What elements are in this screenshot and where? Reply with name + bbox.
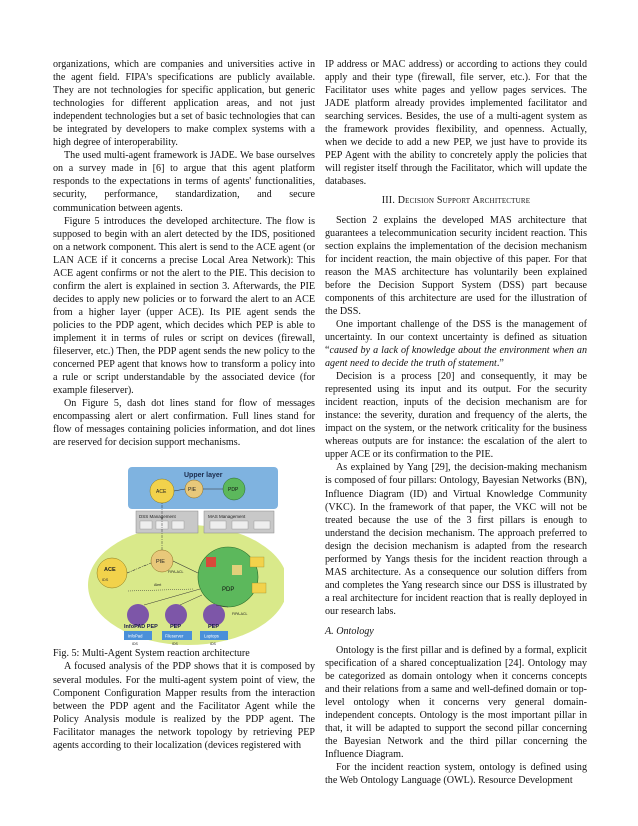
right-paragraph-1: IP address or MAC address) or according to actions they could apply and their type (firewall, file server, etc.). For that the Facilitator uses white pages and yellow pages services. The JADE platform already provides implemented facilitator and searching services. Besides, the use of a multi-agent system as the framework provides flexibility, and openness. Actually, when we decide to add a new PEP, we just have to provide its PEP Agent with the ability to concretely apply the policies that will register itself through the Facilitator, which will update the databases. [325, 59, 587, 188]
alert-label: Alert [154, 583, 162, 588]
left-paragraph-2: The used multi-agent framework is JADE. We base ourselves on a survey made in [6] to argue that this agent platform responds to the expectations in terms of agents' functionalities, security, performance, standardization, and secure communication between agents. [53, 150, 315, 214]
right-paragraph-5: As explained by Yang [29], the decision-making mechanism is composed of four pillars: Ontology, Bayesian Networks (BN), Influence Diagram (ID) and Virtual Knowledge Community (VKC). In the framework of that paper, the VKC will not be treated because the use of the 3 first pillars is enough to understand the decision mechanism. The approach preferred to design the decision mechanism is adapted from the research performed by Yangs thesis for the incident reaction through a MAS architecture. As a consequence our solution differs from and completes the Yang research since our DSS is illustrated by a real architecture for incident reaction that is really deployed in our research labs. [325, 462, 587, 617]
pdp-module-2 [232, 565, 242, 575]
upper-layer-label: Upper layer [184, 472, 223, 480]
right-column [325, 58, 587, 788]
left-paragraph-1: organizations, which are companies and universities active in the agent field. FIPA's specifications are publicly available. They are not technologies for specific application, but generic technologies for different application areas, and not just independent technologies but a set of basic technologies that can be integrated by developers to make complex systems with a high degree of interoperability. [53, 59, 315, 149]
upper-pdp-label: PDP [228, 487, 239, 494]
pep-node-3 [203, 604, 225, 626]
right-paragraph-2: Section 2 explains the developed MAS architecture that guarantees a telecommunication security incident reaction. This section explains the implementation of the decision mechanism for incident reaction, the main objective of this paper. For that reason the MAS architecture has voluntarily been explained before the Decision Support System (DSS) part because components of this architecture are used for the illustration of the DSS. [325, 214, 587, 317]
fipa-acl-label-2: FIPA-ACL [232, 612, 248, 617]
lan-pdp-node [198, 547, 258, 607]
subsection-heading: A. Ontology [325, 625, 374, 637]
pep-node-1 [127, 604, 149, 626]
infopad-pep-label: InfoPAD PEP [124, 624, 158, 631]
dss-module-3 [172, 521, 184, 529]
left-column [53, 58, 315, 752]
left-paragraph-4: On Figure 5, dash dot lines stand for flow of messages encompassing alert or alert confirmation. Full lines stand for flow of messages containing policies information, and dot lines are reserved for decision support mechanisms. [53, 398, 315, 449]
mas-module-1 [210, 521, 226, 529]
pdp-module-4 [250, 557, 264, 567]
ids-label-3: IDS [210, 642, 216, 647]
section-heading: III. Decision Support Architecture [381, 195, 531, 207]
fileserver-device-label: Fileserver [165, 633, 184, 639]
pdp-module-1 [206, 557, 216, 567]
lan-pie-label: PIE [156, 559, 165, 566]
infopad-device-label: InfoPad [128, 633, 143, 639]
fipa-acl-label-1: FIPA-ACL [168, 570, 184, 575]
mas-module-3 [254, 521, 270, 529]
right-paragraph-6: Ontology is the first pillar and is defined by a formal, explicit specification of a shared conceptualization [24]. Ontology may be categorized as domain ontology when it concerns concepts and their relations from a same and well-defined domain or top-level ontology when it concerns very general domain-independent concepts. Ontology is the most important pillar in that, it will be adapted to support the second pillar concerning the Bayesian Network and the third pillar concerning the Influence Diagram. [325, 645, 587, 761]
right-paragraph-3-start: One important challenge of the DSS is the management of uncertainty. In our context uncertainty is defined as situation “ [325, 318, 587, 356]
pep-label-3: PEP [208, 624, 220, 631]
dss-module-1 [140, 521, 152, 529]
mas-management-label: MAS Management [208, 514, 246, 520]
laptops-device-label: Laptops [204, 633, 219, 639]
upper-ace-label: ACE [156, 489, 167, 496]
ids-label-2: IDS [172, 642, 178, 647]
lan-ace-label: ACE [104, 567, 116, 574]
mas-architecture-diagram [84, 465, 284, 647]
ids-label-1: IDS [132, 642, 138, 647]
uncertainty-quote: caused by a lack of knowledge about the environment when an agent need to decide the truth of statement [325, 344, 587, 370]
dss-management-label: DSS Management [139, 514, 176, 520]
figure-5 [84, 465, 284, 647]
left-paragraph-5: A focused analysis of the PDP shows that it is composed by several modules. For the multi-agent system point of view, the Component Configuration Mapper results from the interaction between the PDP agent and the Facilitator Agent while the Policy Analysis module is realized by the PDP agent. The Facilitator manages the network topology by retrieving PEP agents according to their localization (devices registered with [53, 661, 315, 751]
lan-pdp-label: PDP [222, 587, 235, 594]
lan-ace-ids-label: IDS [102, 578, 109, 583]
upper-pie-label: PIE [188, 487, 197, 494]
right-paragraph-3 [325, 318, 587, 370]
pdp-module-3 [252, 583, 266, 593]
pep-node-2 [165, 604, 187, 626]
right-paragraph-4: Decision is a process [20] and consequently, it may be represented using its input and its output. For the security incident reaction, inputs of the decision mechanism are for instance: the severity, duration and frequency of the alerts, the impact on the system, or the network criticality for the business whereas outputs are for instance: the escalation of the alert to upper ACE or its confirmation to the PIE. [325, 371, 587, 461]
right-paragraph-7: For the incident reaction system, ontology is defined using the Web Ontology Language (OWL). Resource Development [325, 762, 587, 787]
lan-ace-node [97, 558, 127, 588]
pep-label-2: PEP [170, 624, 182, 631]
right-paragraph-3-end: .” [496, 358, 504, 370]
figure-caption: Fig. 5: Multi-Agent System reaction architecture [53, 648, 250, 660]
mas-module-2 [232, 521, 248, 529]
left-paragraph-3: Figure 5 introduces the developed architecture. The flow is supposed to begin with an alert detected by the IDS, positioned on a network component. This alert is send to the ACE agent (or LAN ACE if it concerns a precise Local Area Network): This ACE agent confirms or not the alert to the PIE. This decision to confirm the alert is explained in section 3. Afterwards, the PIE decides to apply new policies or to forward the alert to an ACE from a higher layer (upper ACE). Its PIE agent sends the policies to the PDP agent, which decides which PEP is able to implement it in terms of rules or script on devices (firewall, fileserver, etc.) Then, the PDP agent sends the new policy to the concerned PEP agent that knows how to transform a policy into a rule or script understandable by the associated device (for example fileserver). [53, 215, 315, 397]
